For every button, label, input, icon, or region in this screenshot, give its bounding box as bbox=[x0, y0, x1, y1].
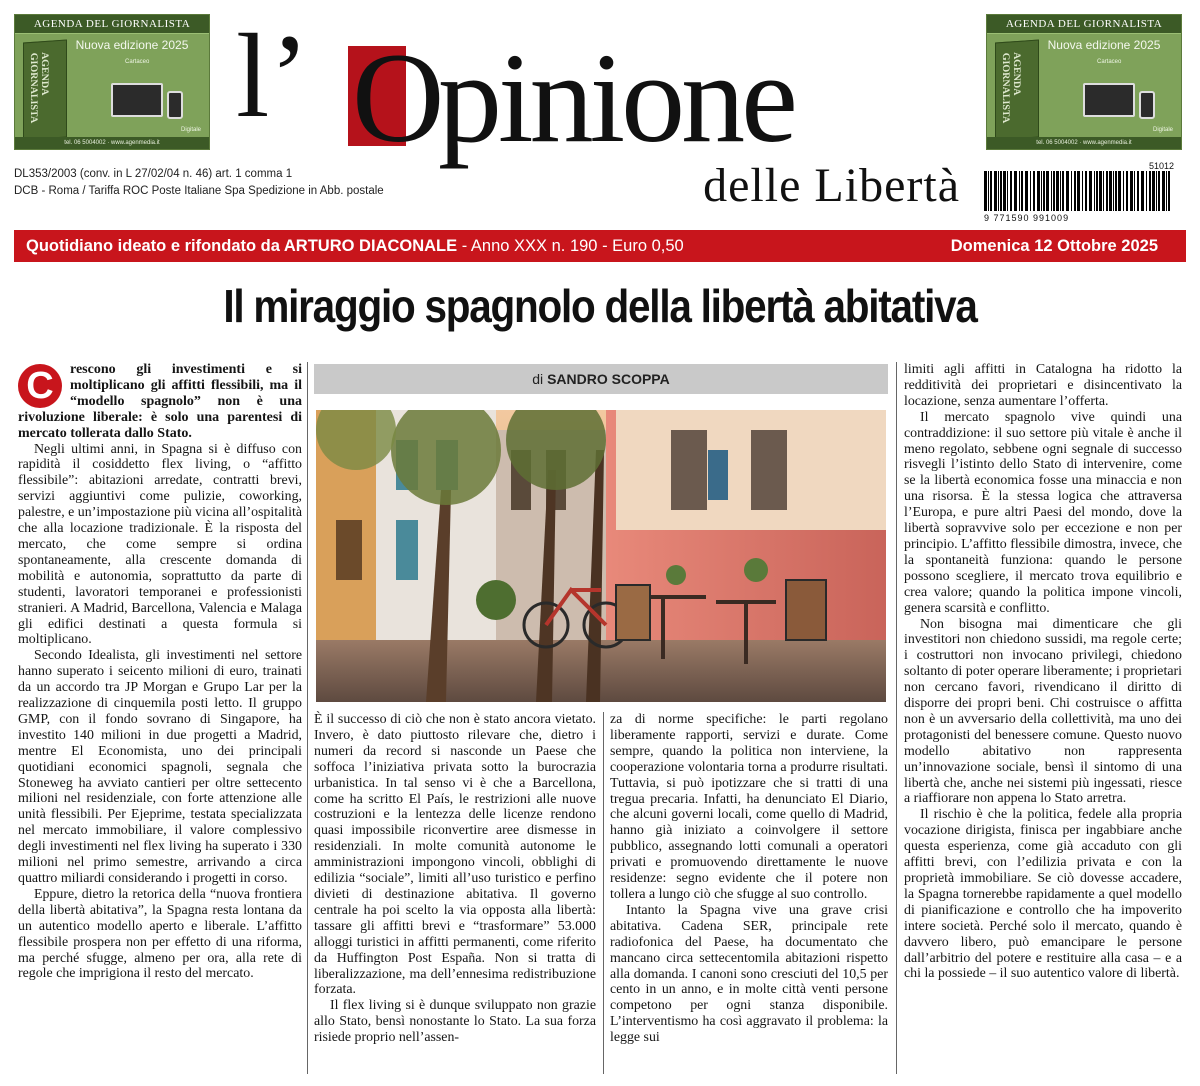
paragraph: Il rischio è che la politica, fedele alla propria vocazione dirigista, finisca per ingabbiare anche questa esperienza, come già accaduto con gli affitti brevi, con l’edilizia privata e con la proprietà immobiliare. Se ciò dovesse accadere, la Spagna tornerebbe rapidamente a quel modello di pianificazione e controllo che ha impoverito intere società. Perché solo il mercato, quando è davvero libero, può emancipare le persone dall’arbitrio del potere e restituire alla casa – e a chi la possiede – il suo autentico valore di libertà. bbox=[904, 807, 1182, 982]
column-divider bbox=[603, 712, 604, 1074]
masthead-o: O bbox=[352, 27, 445, 169]
ad-header: AGENDA DEL GIORNALISTA bbox=[15, 15, 209, 34]
dropcap: C bbox=[18, 364, 62, 408]
ad-edition: Nuova edizione 2025 bbox=[75, 38, 189, 52]
ad-label-print: Cartaceo bbox=[125, 59, 150, 65]
ad-label-print: Cartaceo bbox=[1097, 59, 1122, 65]
paragraph: Il flex living si è dunque sviluppato non grazie allo Stato, bensì nonostante lo Stato. La sua forza risiede proprio nell’assen- bbox=[314, 998, 596, 1046]
laptop-icon bbox=[1083, 83, 1135, 117]
article-headline[interactable]: Il miraggio spagnolo della libertà abitativa bbox=[223, 280, 977, 332]
paragraph: Negli ultimi anni, in Spagna si è diffuso con rapidità il cosiddetto flex living, o “affitto flessibile”: abitazioni arredate, contratti brevi, servizi aggiuntivi come pulizie, coworking, palestre, e un’impostazione più vicina all’ospitalità che alla locazione tradizionale. È la risposta del mercato, che come sempre si ordina spontaneamente, alla crescente domanda di mobilità e autonomia, soprattutto da parte di studenti, lavoratori temporanei e professionisti stranieri. A Madrid, Barcellona, Valencia e Malaga gli edifici destinati a questa formula si moltiplicano. bbox=[18, 441, 302, 648]
masthead-l: l’ bbox=[236, 9, 310, 142]
column-divider bbox=[307, 362, 308, 1074]
ad-footer: tel. 06 5004002 · www.agenmedia.it bbox=[15, 137, 209, 149]
ad-label-digital: Digitale bbox=[180, 127, 201, 133]
agenda-ad-left[interactable] bbox=[14, 14, 210, 150]
legal-line-1: DL353/2003 (conv. in L 27/02/04 n. 46) art. 1 comma 1 bbox=[14, 168, 293, 180]
legal-line-2: DCB - Roma / Tariffa ROC Poste Italiane Spa Spedizione in Abb. postale bbox=[14, 185, 384, 197]
ad-edition: Nuova edizione 2025 bbox=[1047, 38, 1161, 52]
phone-icon bbox=[1139, 91, 1155, 119]
agenda-ad-right[interactable] bbox=[986, 14, 1182, 150]
paragraph: za di norme specifiche: le parti regolano liberamente rapporti, servizi e durate. Come sempre, quando la politica non interviene, la cooperazione volontaria torna a produrre risultati. Tuttavia, si può ipotizzare che si tratti di una tregua precaria. Infatti, ha denunciato El Diario, che alcuni governi locali, come quello di Madrid, hanno già iniziato a coinvolgere il settore pubblico, assegnando lotti comunali a operatori privati e promuovendo direttamente le nuove residenze: segno evidente che il potere non tollera a lungo ciò che sfugge al suo controllo. bbox=[610, 712, 888, 902]
ad-label-digital: Digitale bbox=[1152, 127, 1173, 133]
barcode-digits: 9 771590 991009 bbox=[984, 213, 1070, 223]
author-name: SANDRO SCOPPA bbox=[547, 371, 670, 387]
paragraph: limiti agli affitti in Catalogna ha ridotto la redditività dei proprietari e disincentivato la locazione, senza aumentare l’offerta. bbox=[904, 362, 1182, 409]
ad-header: AGENDA DEL GIORNALISTA bbox=[987, 15, 1181, 34]
masthead-subtitle: delle Libertà bbox=[703, 159, 960, 212]
paragraph: È il successo di ciò che non è stato ancora vietato. Invero, è dato piuttosto rilevare che, dietro i numeri da record si nasconde un Paese che soffoca l’iniziativa privata sotto la burocrazia urbanistica. In tal senso vi è che a Barcellona, come ha scritto El País, le restrizioni alle nuove costruzioni e la lentezza delle licenze rendono quasi impossibile riconvertire aree dismesse in residenziali. In molte comunità autonome le amministrazioni impongono vincoli, obblighi di edilizia “sociale”, limiti all’uso turistico e perfino divieti di destinazione abitativa. Il governo centrale ha poi scelto la via opposta alla libertà: tassare gli affitti brevi e “trasformare” 53.000 alloggi turistici in affitti permanenti, come riferito da Huffington Post España. Non si tratta di liberalizzazione, ma dell’ennesima redistribuzione forzata. bbox=[314, 712, 596, 998]
agenda-book-image: AGENDA GIORNALISTA bbox=[23, 39, 67, 140]
byline: di SANDRO SCOPPA bbox=[314, 364, 888, 394]
tagline-issue: - Anno XXX n. 190 - Euro 0,50 bbox=[457, 237, 684, 255]
barcode-bars bbox=[984, 171, 1172, 211]
paragraph: Intanto la Spagna vive una grave crisi abitativa. Cadena SER, principale rete radiofonica del Paese, ha documentato che mancano circa settecentomila abitazioni rispetto alla domanda. I canoni sono cresciuti del 10,5 per cento in un anno, e in molte città venti persone competono per ogni stanza disponibile. L’interventismo ha così aggravato il problema: la legge sui bbox=[610, 902, 888, 1046]
barcode bbox=[984, 161, 1180, 225]
issue-code: 51012 bbox=[1148, 161, 1174, 171]
paragraph: Non bisogna mai dimenticare che gli investitori non chiedono sussidi, ma regole certe; i costruttori non invocano privilegi, chiedono soltanto di poter operare liberamente; i proprietari non cercano favori, rivendicano il diritto di disporre dei propri beni. Chi costruisce o affitta non è un avversario della collettività, ma uno dei protagonisti del benessere comune. Questo nuovo modello abitativo non rappresenta un’innovazione sociale, bensì il sintomo di una libertà che, anche nei sistemi più ingessati, riesce a riaffiorare non appena lo Stato arretra. bbox=[904, 616, 1182, 807]
paragraph: Il mercato spagnolo vive quindi una contraddizione: il suo settore più vitale è anche il meno regolato, sebbene ogni segnale di successo risvegli l’istinto dello Stato di intervenire, come se la libertà economica fosse una minaccia e non una risorsa. È la stessa logica che attraversa l’Europa, e pure altri Paesi del mondo, dove la libertà sopravvive solo per eccezione e non per principio. L’affitto flessibile dimostra, invece, che la spontaneità funziona: quando le persone possono scegliere, il mercato trova equilibrio e crea valore; quando la politica impone vincoli, genera scarsità e conflitto. bbox=[904, 409, 1182, 616]
laptop-icon bbox=[111, 83, 163, 117]
masthead-title-rest: pinione bbox=[438, 27, 794, 169]
column-divider bbox=[896, 362, 897, 1074]
article-column-2b bbox=[610, 712, 888, 1046]
article-lead: C rescono gli investimenti e si moltiplicano gli affitti flessibili, ma il “modello spagnolo” non è una rivoluzione liberale: è solo una parentesi di mercato tollerata dallo Stato. bbox=[18, 362, 302, 441]
issue-info-bar bbox=[14, 230, 1186, 262]
article-column-2a bbox=[314, 712, 596, 1046]
article-photo[interactable] bbox=[316, 410, 886, 702]
phone-icon bbox=[167, 91, 183, 119]
article-column-3 bbox=[904, 362, 1182, 982]
ad-footer: tel. 06 5004002 · www.agenmedia.it bbox=[987, 137, 1181, 149]
article-column-1 bbox=[18, 362, 302, 982]
paragraph: Secondo Idealista, gli investimenti nel settore hanno superato i seicento milioni di euro, trainati da un accordo tra JP Morgan e Grupo Lar per la realizzazione di cinquemila posti letto. Il gruppo GMP, con il fondo sovrano di Singapore, ha investito 140 milioni in due progetti a Madrid, mentre El Economista, uno dei principali quotidiani economici spagnoli, segnala che Stoneweg ha avviato cantieri per oltre settecento milioni nel residenziale, con forte attenzione alle unità flessibili. Per Ejeprime, testata specializzata nel mercato immobiliare, il valore complessivo degli investimenti nel flex living ha superato i 330 milioni nel primo semestre, arrivando a circa quattro miliardi considerando i progetti in corso. bbox=[18, 648, 302, 886]
paragraph: Eppure, dietro la retorica della “nuova frontiera della libertà abitativa”, la Spagna resta lontana da un autentico modello aperto e liberale. L’affitto flessibile prospera non per effetto di una riforma, ma perché sfugge, almeno per ora, alla rete di regole che imprigiona il resto del mercato. bbox=[18, 886, 302, 982]
tagline-founder: Quotidiano ideato e rifondato da ARTURO DIACONALE bbox=[26, 237, 458, 255]
postal-legal-info bbox=[14, 166, 384, 200]
issue-date: Domenica 12 Ottobre 2025 bbox=[950, 237, 1158, 255]
agenda-book-image: AGENDA GIORNALISTA bbox=[995, 39, 1039, 140]
street-cafe-photo bbox=[316, 410, 886, 702]
